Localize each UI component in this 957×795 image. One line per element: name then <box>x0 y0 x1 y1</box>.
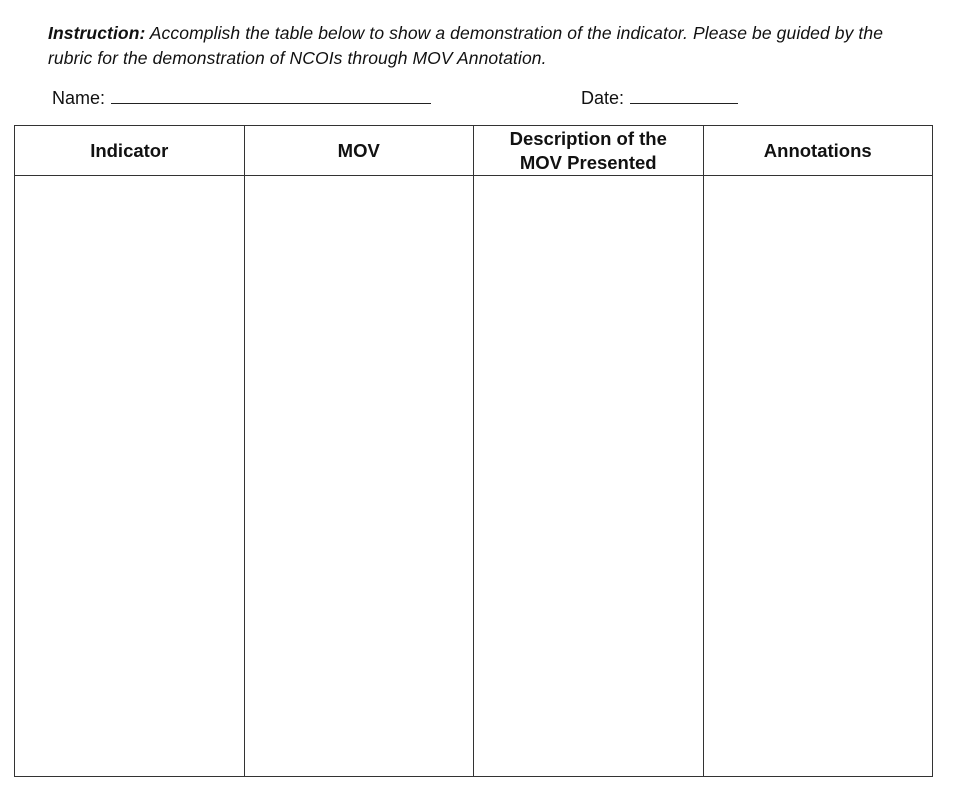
table-header-row <box>15 126 933 176</box>
name-blank-line[interactable] <box>111 87 431 104</box>
header-annotations: Annotations <box>703 126 933 176</box>
header-description: Description of the MOV Presented <box>474 126 704 176</box>
date-label: Date: <box>581 88 625 108</box>
table-row <box>15 176 933 777</box>
header-mov: MOV <box>244 126 474 176</box>
header-indicator: Indicator <box>15 126 245 176</box>
name-label: Name: <box>52 88 106 108</box>
name-field <box>52 86 431 110</box>
date-field <box>581 86 738 110</box>
date-blank-line[interactable] <box>630 87 738 104</box>
instruction-text: Accomplish the table below to show a demonstration of the indicator. Please be guided by the rubric for the demonstration of NCOIs through MOV Annotation. <box>48 23 884 68</box>
instruction-lead: Instruction: <box>48 23 146 43</box>
annotation-table <box>14 125 933 777</box>
instruction-paragraph <box>48 21 928 71</box>
cell-indicator[interactable] <box>15 176 245 777</box>
cell-description[interactable] <box>474 176 704 777</box>
cell-annotations[interactable] <box>703 176 933 777</box>
cell-mov[interactable] <box>244 176 474 777</box>
